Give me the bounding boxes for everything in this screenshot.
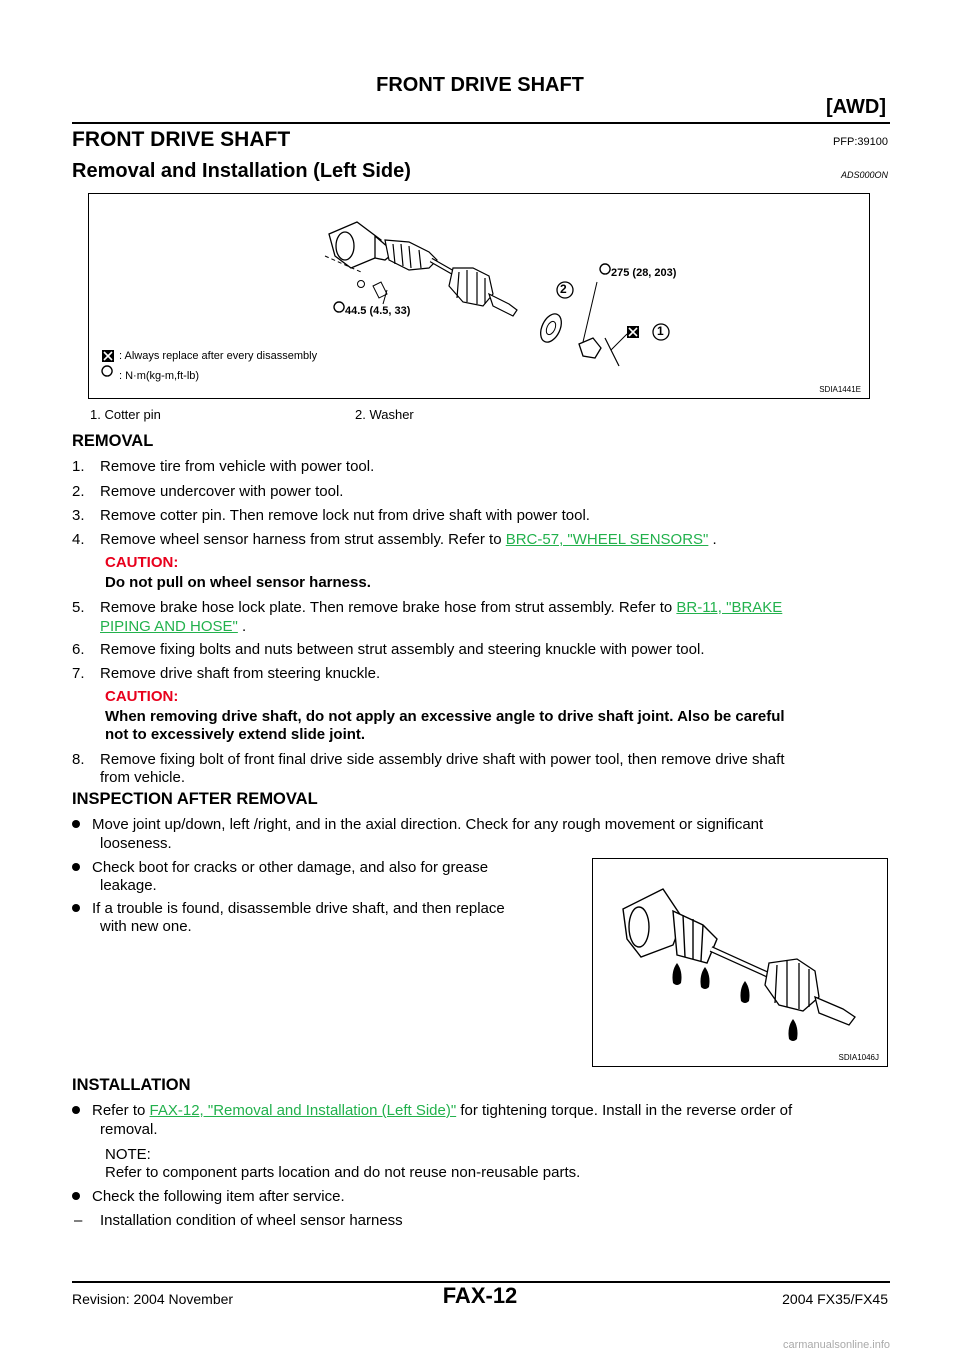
- legend-replace: : Always replace after every disassembly: [119, 350, 318, 362]
- part-legend-2: 2. Washer: [355, 407, 414, 422]
- caution-label-1: CAUTION:: [105, 554, 179, 571]
- callout-1: 1: [657, 324, 664, 338]
- inspection-bullet-1: Move joint up/down, left /right, and in the axial direction. Check for any rough movement or significant: [72, 814, 763, 835]
- removal-step-5: 5. Remove brake hose lock plate. Then remove brake hose from strut assembly. Refer to BR-11, "BRAKE: [72, 599, 783, 616]
- removal-step-1: 1. Remove tire from vehicle with power tool.: [72, 458, 375, 475]
- installation-heading: INSTALLATION: [72, 1076, 191, 1094]
- torque-label-bolt: 44.5 (4.5, 33): [345, 305, 411, 317]
- inspection-bullet-3: If a trouble is found, disassemble drive shaft, and then replace: [72, 898, 505, 919]
- running-header-title: FRONT DRIVE SHAFT: [376, 74, 584, 96]
- link-br-11-cont[interactable]: PIPING AND HOSE": [100, 618, 238, 635]
- bullet-icon: [72, 1192, 80, 1200]
- link-br-11[interactable]: BR-11, "BRAKE: [676, 599, 783, 616]
- caution-text-2a: When removing drive shaft, do not apply an excessive angle to drive shaft joint. Also be careful: [105, 708, 785, 725]
- caution-text-1: Do not pull on wheel sensor harness.: [105, 574, 371, 591]
- inspection-bullet-3-cont: with new one.: [100, 918, 192, 935]
- removal-step-5-cont: PIPING AND HOSE" .: [100, 618, 247, 635]
- section-code: ADS000ON: [840, 170, 888, 180]
- figure-code: SDIA1441E: [819, 385, 861, 394]
- page-title: FRONT DRIVE SHAFT: [72, 128, 291, 151]
- page-number: FAX-12: [442, 1283, 518, 1308]
- removal-step-3: 3. Remove cotter pin. Then remove lock nut from drive shaft with power tool.: [72, 507, 590, 524]
- removal-step-2: 2. Remove undercover with power tool.: [72, 483, 344, 500]
- dash-icon: –: [74, 1212, 83, 1229]
- bullet-icon: [72, 863, 80, 871]
- installation-dash-item: – Installation condition of wheel sensor harness: [74, 1212, 403, 1229]
- bullet-icon: [72, 904, 80, 912]
- running-header-section: [AWD]: [826, 96, 886, 118]
- section-heading: Removal and Installation (Left Side): [72, 160, 411, 182]
- bullet-icon: [72, 1106, 80, 1114]
- revision-date: Revision: 2004 November: [72, 1291, 234, 1307]
- link-fax-12[interactable]: FAX-12, "Removal and Installation (Left Side)": [149, 1102, 457, 1119]
- caution-text-2b: not to excessively extend slide joint.: [105, 726, 366, 743]
- inspection-heading: INSPECTION AFTER REMOVAL: [72, 790, 318, 808]
- removal-step-8-cont: from vehicle.: [100, 769, 186, 786]
- part-number: PFP:39100: [832, 136, 888, 148]
- inspection-bullet-2: Check boot for cracks or other damage, and also for grease: [72, 857, 488, 878]
- drive-shaft-inspection-illustration: [593, 859, 886, 1065]
- legend-unit: : N·m(kg-m,ft-lb): [119, 370, 200, 382]
- installation-bullet-1: Refer to FAX-12, "Removal and Installation (Left Side)" for tightening torque. Install in the reverse order of: [72, 1100, 890, 1121]
- installation-bullet-2: Check the following item after service.: [72, 1186, 345, 1207]
- removal-heading: REMOVAL: [72, 432, 154, 450]
- callout-2: 2: [560, 282, 567, 296]
- removal-step-7: 7. Remove drive shaft from steering knuckle.: [72, 665, 381, 682]
- part-legend-1: 1. Cotter pin: [90, 407, 161, 422]
- inspection-bullet-2-cont: leakage.: [100, 877, 157, 894]
- bullet-icon: [72, 820, 80, 828]
- installation-bullet-1-cont: removal.: [100, 1121, 158, 1138]
- caution-label-2: CAUTION:: [105, 688, 179, 705]
- removal-step-6: 6. Remove fixing bolts and nuts between strut assembly and steering knuckle with power tool.: [72, 641, 705, 658]
- watermark: carmanualsonline.info: [782, 1339, 890, 1351]
- drive-shaft-exploded-figure: [88, 193, 870, 399]
- removal-step-4: 4. Remove wheel sensor harness from strut assembly. Refer to BRC-57, "WHEEL SENSORS" .: [72, 531, 717, 548]
- header-divider: [72, 122, 890, 124]
- link-brc-57[interactable]: BRC-57, "WHEEL SENSORS": [505, 531, 709, 548]
- vehicle-model: 2004 FX35/FX45: [782, 1291, 888, 1307]
- note-text: Refer to component parts location and do not reuse non-reusable parts.: [105, 1164, 581, 1181]
- figure-code-2: SDIA1046J: [838, 1053, 879, 1062]
- drive-shaft-illustration: [89, 194, 868, 397]
- removal-step-8: 8. Remove fixing bolt of front final drive side assembly drive shaft with power tool, then remove drive shaft: [72, 751, 785, 768]
- note-label: NOTE:: [105, 1146, 151, 1163]
- drive-shaft-inspection-figure: [592, 858, 888, 1067]
- inspection-bullet-1-cont: looseness.: [100, 835, 172, 852]
- torque-label-nut: 275 (28, 203): [611, 267, 677, 279]
